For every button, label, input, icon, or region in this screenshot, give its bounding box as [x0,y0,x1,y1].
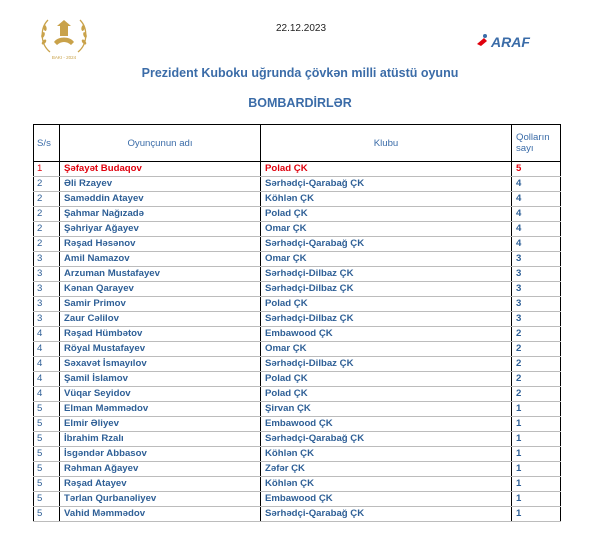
player-name-cell: Samir Primov [60,297,261,312]
position-cell: 5 [34,447,60,462]
player-name-cell: Rəşad Həsənov [60,237,261,252]
player-name-cell: İbrahim Rzalı [60,432,261,447]
table-row [34,342,561,357]
position-cell: 5 [34,477,60,492]
goals-cell: 1 [512,492,561,507]
table-row [34,372,561,387]
player-name-cell: Rəşad Atayev [60,477,261,492]
player-name-cell: Elmir Əliyev [60,417,261,432]
player-name-cell: Kənan Qarayev [60,282,261,297]
table-row [34,447,561,462]
player-name-cell: Röyal Mustafayev [60,342,261,357]
table-row [34,207,561,222]
goals-cell: 4 [512,222,561,237]
goals-cell: 4 [512,177,561,192]
player-name-cell: Səxavət İsmayılov [60,357,261,372]
column-header-club: Klubu [261,125,512,162]
club-cell: Köhlən ÇK [261,477,512,492]
position-cell: 4 [34,387,60,402]
club-cell: Sərhədçi-Dilbaz ÇK [261,357,512,372]
table-row [34,462,561,477]
table-row [34,297,561,312]
goals-cell: 3 [512,252,561,267]
goals-cell: 3 [512,282,561,297]
goals-cell: 1 [512,507,561,522]
goals-cell: 3 [512,312,561,327]
goals-cell: 1 [512,402,561,417]
goals-cell: 2 [512,327,561,342]
player-name-cell: Elman Məmmədov [60,402,261,417]
table-row [34,252,561,267]
table-row [34,162,561,177]
goals-cell: 2 [512,342,561,357]
goals-cell: 2 [512,372,561,387]
club-cell: Sərhədçi-Qarabağ ÇK [261,507,512,522]
table-row [34,312,561,327]
position-cell: 3 [34,267,60,282]
position-cell: 2 [34,177,60,192]
club-cell: Polad ÇK [261,297,512,312]
table-row [34,192,561,207]
table-row [34,507,561,522]
player-name-cell: Zaur Cəlilov [60,312,261,327]
goals-cell: 1 [512,447,561,462]
club-cell: Polad ÇK [261,372,512,387]
club-cell: Sərhədçi-Dilbaz ÇK [261,267,512,282]
position-cell: 5 [34,402,60,417]
goals-cell: 3 [512,267,561,282]
laurel-emblem-icon [30,12,98,62]
table-row [34,417,561,432]
tournament-logo [30,12,98,62]
position-cell: 3 [34,297,60,312]
horse-rider-logo-icon [475,30,550,52]
player-name-cell: Saməddin Atayev [60,192,261,207]
club-cell: Sərhədçi-Qarabağ ÇK [261,432,512,447]
position-cell: 4 [34,342,60,357]
table-header-row [34,125,561,162]
player-name-cell: Şahmar Nağızadə [60,207,261,222]
position-cell: 4 [34,372,60,387]
position-cell: 5 [34,432,60,447]
club-cell: Omar ÇK [261,222,512,237]
position-cell: 2 [34,192,60,207]
player-name-cell: İsgəndər Abbasov [60,447,261,462]
position-cell: 2 [34,237,60,252]
player-name-cell: Rəhman Ağayev [60,462,261,477]
position-cell: 1 [34,162,60,177]
table-row [34,222,561,237]
player-name-cell: Şəhriyar Ağayev [60,222,261,237]
table-row [34,492,561,507]
table-row [34,402,561,417]
table-row [34,282,561,297]
position-cell: 2 [34,207,60,222]
federation-logo-text: ARAF [491,34,530,50]
goals-cell: 4 [512,237,561,252]
club-cell: Sərhədçi-Qarabağ ÇK [261,177,512,192]
player-name-cell: Tərlan Qurbanəliyev [60,492,261,507]
position-cell: 5 [34,417,60,432]
player-name-cell: Vahid Məmmədov [60,507,261,522]
club-cell: Embawood ÇK [261,492,512,507]
club-cell: Polad ÇK [261,162,512,177]
club-cell: Şirvan ÇK [261,402,512,417]
position-cell: 3 [34,252,60,267]
club-cell: Omar ÇK [261,252,512,267]
position-cell: 4 [34,327,60,342]
table-row [34,477,561,492]
goals-cell: 4 [512,207,561,222]
club-cell: Köhlən ÇK [261,192,512,207]
player-name-cell: Vüqar Seyidov [60,387,261,402]
position-cell: 5 [34,462,60,477]
club-cell: Polad ÇK [261,387,512,402]
table-row [34,237,561,252]
goals-cell: 1 [512,477,561,492]
position-cell: 4 [34,357,60,372]
goals-cell: 4 [512,192,561,207]
column-header-player: Oyunçunun adı [60,125,261,162]
player-name-cell: Amil Namazov [60,252,261,267]
club-cell: Embawood ÇK [261,327,512,342]
table-row [34,327,561,342]
federation-logo [475,30,550,52]
club-cell: Sərhədçi-Dilbaz ÇK [261,312,512,327]
club-cell: Polad ÇK [261,207,512,222]
club-cell: Sərhədçi-Dilbaz ÇK [261,282,512,297]
player-name-cell: Rəşad Hümbətov [60,327,261,342]
goals-cell: 1 [512,417,561,432]
table-row [34,177,561,192]
goals-cell: 2 [512,387,561,402]
goals-cell: 1 [512,462,561,477]
table-row [34,387,561,402]
logo-years-text: BAKI - 2024 [51,55,77,60]
player-name-cell: Əli Rzayev [60,177,261,192]
goals-cell: 1 [512,432,561,447]
goals-cell: 3 [512,297,561,312]
club-cell: Omar ÇK [261,342,512,357]
table-body [34,162,561,522]
column-header-number: S/s [34,125,60,162]
player-name-cell: Şəfayət Budaqov [60,162,261,177]
position-cell: 5 [34,492,60,507]
scorers-table [33,124,561,522]
position-cell: 5 [34,507,60,522]
position-cell: 3 [34,312,60,327]
document-subtitle: BOMBARDİRLƏR [248,96,352,110]
document-title: Prezident Kuboku uğrunda çövkən milli atüstü oyunu [141,66,459,80]
goals-cell: 2 [512,357,561,372]
goals-cell: 5 [512,162,561,177]
player-name-cell: Şamil İslamov [60,372,261,387]
club-cell: Embawood ÇK [261,417,512,432]
club-cell: Zəfər ÇK [261,462,512,477]
position-cell: 3 [34,282,60,297]
club-cell: Köhlən ÇK [261,447,512,462]
table-row [34,357,561,372]
document-date: 22.12.2023 [275,23,327,34]
column-header-goals: Qolların sayı [512,125,561,162]
position-cell: 2 [34,222,60,237]
club-cell: Sərhədçi-Qarabağ ÇK [261,237,512,252]
player-name-cell: Arzuman Mustafayev [60,267,261,282]
table-row [34,432,561,447]
table-row [34,267,561,282]
